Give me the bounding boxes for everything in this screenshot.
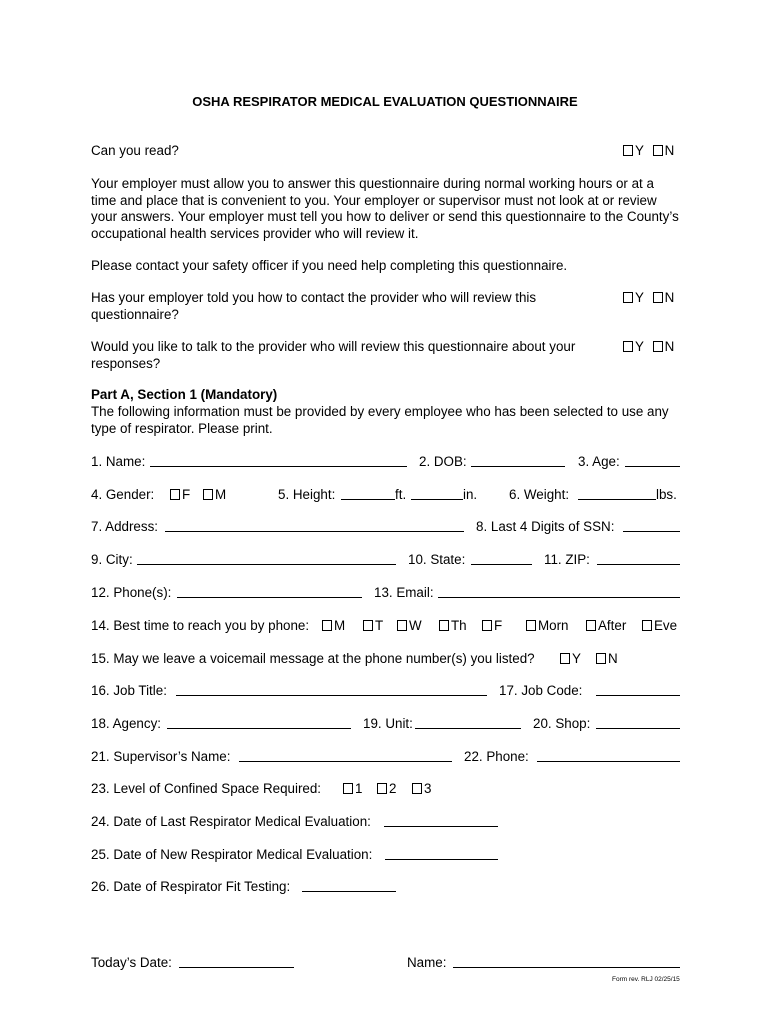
row-job — [0, 683, 770, 701]
employer-paragraph: Your employer must allow you to answer this questionnaire during normal working hours or at a time and place that is convenient to you. Your employer or supervisor must not look at or review your answers. Your employer must tell you how to deliver or send this questionnaire to the County’s occupational health services provider who will review it. — [91, 176, 679, 241]
gender-label: 4. Gender: — [91, 487, 155, 502]
phones-field[interactable] — [177, 597, 362, 598]
page-title: OSHA RESPIRATOR MEDICAL EVALUATION QUESTIONNAIRE — [192, 94, 578, 109]
day-option-f[interactable]: F — [482, 618, 502, 635]
day-th-checkbox[interactable] — [439, 620, 449, 631]
dob-field[interactable] — [471, 466, 565, 467]
unit-label: 19. Unit: — [363, 716, 413, 731]
weight-field[interactable] — [578, 499, 656, 500]
talk-provider-yes-checkbox[interactable] — [623, 341, 633, 352]
day-option-m[interactable]: M — [322, 618, 345, 635]
agency-field[interactable] — [167, 728, 351, 729]
contact-paragraph: Please contact your safety officer if you need help completing this questionnaire. — [91, 258, 568, 273]
agency-label: 18. Agency: — [91, 716, 161, 731]
can-read-yn: Y N — [623, 143, 674, 158]
email-label: 13. Email: — [374, 585, 434, 600]
best-time-label: 14. Best time to reach you by phone: — [91, 618, 310, 633]
day-t-checkbox[interactable] — [363, 620, 373, 631]
level-1-option[interactable]: 1 — [343, 781, 362, 798]
phone22-field[interactable] — [537, 761, 680, 762]
feet-unit: ft. — [395, 487, 407, 502]
name-field[interactable] — [150, 466, 407, 467]
voicemail-yes-checkbox[interactable] — [560, 653, 570, 664]
level-1-checkbox[interactable] — [343, 783, 353, 794]
phone22-label: 22. Phone: — [464, 749, 529, 764]
dob-label: 2. DOB: — [419, 454, 467, 469]
time-option-eve[interactable]: Eve — [642, 618, 677, 635]
row-confined-space — [0, 781, 770, 799]
weight-label: 6. Weight: — [509, 487, 570, 502]
voicemail-no-checkbox[interactable] — [596, 653, 606, 664]
todays-date-field[interactable] — [179, 967, 294, 968]
row-fit-test — [0, 879, 770, 897]
new-eval-label: 25. Date of New Respirator Medical Evaluation: — [91, 847, 373, 862]
footer-row — [0, 955, 770, 973]
row-voicemail — [0, 651, 770, 669]
job-title-field[interactable] — [176, 695, 487, 696]
row-gender-height-weight — [0, 487, 770, 505]
ssn-field[interactable] — [623, 531, 680, 532]
form-revision-note: Form rev. RLJ 02/25/15 — [612, 976, 680, 983]
city-field[interactable] — [137, 564, 396, 565]
lbs-unit: lbs. — [656, 487, 677, 502]
row-phones-email — [0, 585, 770, 603]
shop-label: 20. Shop: — [533, 716, 591, 731]
day-f-checkbox[interactable] — [482, 620, 492, 631]
height-feet-field[interactable] — [341, 499, 395, 500]
row-name-dob-age — [0, 454, 770, 472]
day-option-th[interactable]: Th — [439, 618, 467, 635]
state-field[interactable] — [471, 564, 532, 565]
height-inches-field[interactable] — [411, 499, 463, 500]
row-last-eval — [0, 814, 770, 832]
height-label: 5. Height: — [278, 487, 336, 502]
section-heading: Part A, Section 1 (Mandatory) — [91, 387, 278, 402]
fit-test-field[interactable] — [302, 891, 396, 892]
footer-name-field[interactable] — [453, 967, 680, 968]
level-3-checkbox[interactable] — [412, 783, 422, 794]
level-2-checkbox[interactable] — [377, 783, 387, 794]
day-m-checkbox[interactable] — [322, 620, 332, 631]
told-contact-no-checkbox[interactable] — [653, 292, 663, 303]
unit-field[interactable] — [415, 728, 521, 729]
talk-provider-yn: Y N — [623, 339, 674, 354]
row-new-eval — [0, 847, 770, 865]
age-label: 3. Age: — [578, 454, 620, 469]
told-contact-question: Has your employer told you how to contact the provider who will review this questionnaire? — [91, 290, 537, 322]
gender-male-checkbox[interactable] — [203, 489, 213, 500]
supervisor-field[interactable] — [239, 761, 452, 762]
talk-provider-question: Would you like to talk to the provider who will review this questionnaire about your responses? — [91, 339, 576, 371]
row-supervisor — [0, 749, 770, 767]
row-best-time — [0, 618, 770, 636]
supervisor-label: 21. Supervisor’s Name: — [91, 749, 231, 764]
gender-female-option[interactable]: F — [170, 487, 190, 504]
address-field[interactable] — [165, 531, 464, 532]
row-city-state-zip — [0, 552, 770, 570]
job-code-label: 17. Job Code: — [499, 683, 583, 698]
last-eval-field[interactable] — [384, 826, 498, 827]
zip-field[interactable] — [597, 564, 680, 565]
voicemail-label: 15. May we leave a voicemail message at the phone number(s) you listed? — [91, 651, 535, 666]
can-read-question: Can you read? — [91, 143, 179, 158]
told-contact-yn: Y N — [623, 290, 674, 305]
time-eve-checkbox[interactable] — [642, 620, 652, 631]
told-contact-yes-checkbox[interactable] — [623, 292, 633, 303]
address-label: 7. Address: — [91, 519, 158, 534]
time-after-checkbox[interactable] — [586, 620, 596, 631]
job-title-label: 16. Job Title: — [91, 683, 167, 698]
shop-field[interactable] — [596, 728, 680, 729]
level-2-option[interactable]: 2 — [377, 781, 396, 798]
inches-unit: in. — [463, 487, 478, 502]
row-address-ssn — [0, 519, 770, 537]
day-option-t[interactable]: T — [363, 618, 383, 635]
email-field[interactable] — [438, 597, 680, 598]
fit-test-label: 26. Date of Respirator Fit Testing: — [91, 879, 291, 894]
day-w-checkbox[interactable] — [397, 620, 407, 631]
voicemail-no-option[interactable]: N — [596, 651, 618, 668]
can-read-no-checkbox[interactable] — [653, 145, 663, 156]
ssn-label: 8. Last 4 Digits of SSN: — [476, 519, 615, 534]
name-label: 1. Name: — [91, 454, 146, 469]
last-eval-label: 24. Date of Last Respirator Medical Evaluation: — [91, 814, 371, 829]
talk-provider-no-checkbox[interactable] — [653, 341, 663, 352]
city-label: 9. City: — [91, 552, 133, 567]
confined-space-label: 23. Level of Confined Space Required: — [91, 781, 322, 796]
todays-date-label: Today’s Date: — [91, 955, 172, 970]
time-morn-checkbox[interactable] — [526, 620, 536, 631]
voicemail-yes-option[interactable]: Y — [560, 651, 581, 668]
phones-label: 12. Phone(s): — [91, 585, 172, 600]
state-label: 10. State: — [408, 552, 466, 567]
row-agency-unit-shop — [0, 716, 770, 734]
time-option-after[interactable]: After — [586, 618, 626, 635]
footer-name-label: Name: — [407, 955, 447, 970]
job-code-field[interactable] — [596, 695, 680, 696]
zip-label: 11. ZIP: — [544, 552, 590, 567]
gender-male-option[interactable]: M — [203, 487, 226, 504]
age-field[interactable] — [625, 466, 680, 467]
time-option-morn[interactable]: Morn — [526, 618, 569, 635]
level-3-option[interactable]: 3 — [412, 781, 431, 798]
gender-female-checkbox[interactable] — [170, 489, 180, 500]
day-option-w[interactable]: W — [397, 618, 422, 635]
new-eval-field[interactable] — [385, 859, 498, 860]
section-description: The following information must be provided by every employee who has been selected to use any type of respirator. Please print. — [91, 404, 669, 436]
can-read-yes-checkbox[interactable] — [623, 145, 633, 156]
